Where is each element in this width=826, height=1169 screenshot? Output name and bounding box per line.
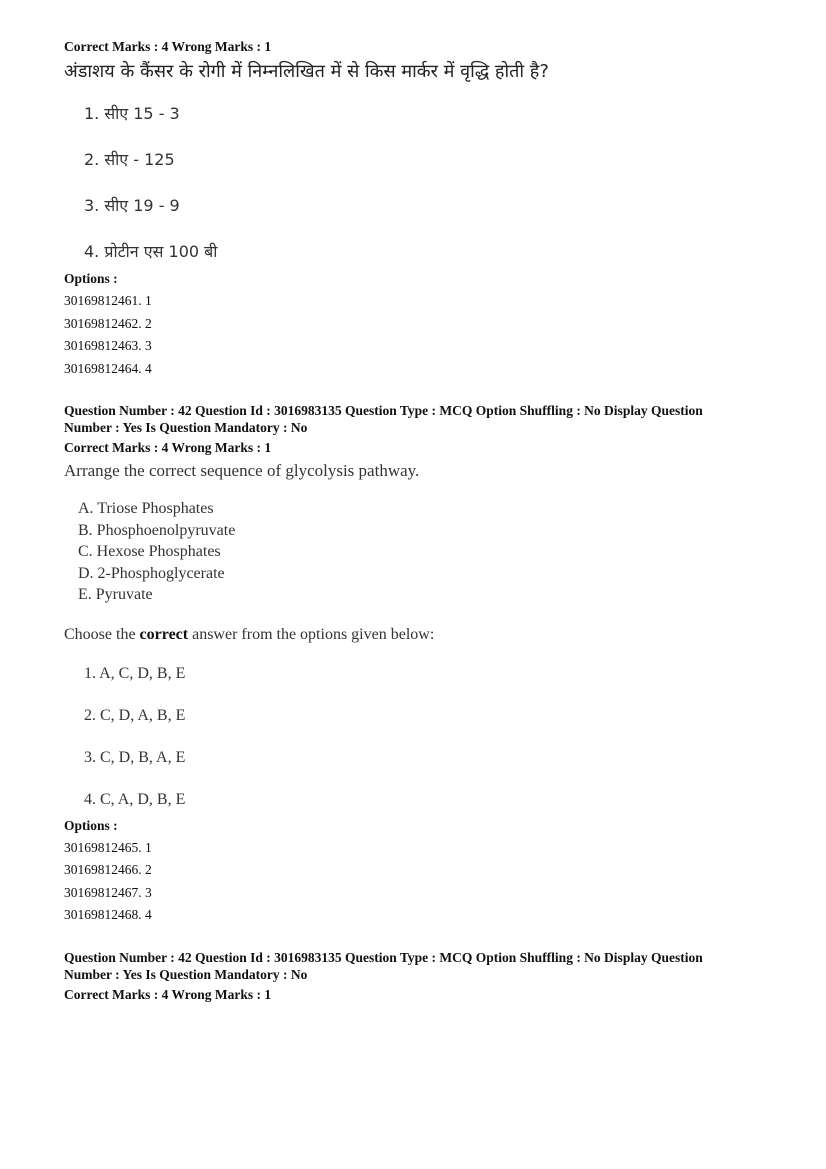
answer-choice: 1. A, C, D, B, E	[84, 664, 186, 682]
option-item: 30169812464. 4	[64, 360, 152, 376]
option-item: 30169812468. 4	[64, 907, 152, 922]
marks-line: Correct Marks : 4 Wrong Marks : 1	[64, 986, 272, 1002]
answer-choice: 3. सीए 19 - 9	[84, 196, 180, 215]
sequence-items	[78, 498, 774, 606]
sequence-item: D. 2-Phosphoglycerate	[78, 564, 225, 582]
question-header-line: Question Number : 42 Question Id : 3016983135 Question Type : MCQ Option Shuffling : No Display Question	[64, 949, 703, 965]
answer-choices	[84, 663, 774, 813]
question-header-line: Number : Yes Is Question Mandatory : No	[64, 420, 308, 435]
instruction-emphasis: correct	[139, 625, 189, 643]
answer-choice: 4. C, A, D, B, E	[84, 790, 186, 808]
sequence-item: B. Phosphoenolpyruvate	[78, 521, 236, 539]
options-label: Options :	[64, 817, 118, 833]
question-header-line: Question Number : 42 Question Id : 3016983135 Question Type : MCQ Option Shuffling : No Display Question	[64, 403, 703, 418]
sequence-item: C. Hexose Phosphates	[78, 543, 221, 560]
answer-choice: 3. C, D, B, A, E	[84, 748, 186, 766]
marks-line: Correct Marks : 4 Wrong Marks : 1	[64, 39, 272, 54]
options-list	[64, 837, 774, 927]
options-label: Options :	[64, 271, 118, 286]
marks-line: Correct Marks : 4 Wrong Marks : 1	[64, 440, 272, 455]
answer-choice: 4. प्रोटीन एस 100 बी	[84, 242, 218, 261]
question-paper-page	[64, 38, 774, 1003]
answer-choice: 1. सीए 15 - 3	[84, 104, 180, 123]
sequence-item: E. Pyruvate	[78, 586, 153, 603]
option-item: 30169812465. 1	[64, 839, 152, 855]
instruction-text	[64, 624, 774, 646]
option-item: 30169812461. 1	[64, 293, 152, 308]
option-item: 30169812466. 2	[64, 862, 152, 877]
answer-choice: 2. सीए - 125	[84, 150, 175, 169]
option-item: 30169812463. 3	[64, 338, 152, 353]
sequence-item: A. Triose Phosphates	[78, 500, 214, 517]
options-list	[64, 290, 774, 380]
question-header	[64, 402, 774, 436]
option-item: 30169812462. 2	[64, 315, 152, 331]
question-header	[64, 949, 774, 983]
answer-choices	[84, 102, 774, 266]
instruction-prefix: Choose the	[64, 625, 140, 643]
question-header-line: Number : Yes Is Question Mandatory : No	[64, 966, 308, 982]
instruction-suffix: answer from the options given below:	[188, 625, 435, 643]
answer-choice: 2. C, D, A, B, E	[84, 706, 186, 724]
option-item: 30169812467. 3	[64, 884, 152, 900]
question-text: Arrange the correct sequence of glycolysis pathway.	[64, 461, 420, 480]
question-text: अंडाशय के कैंसर के रोगी में निम्नलिखित में से किस मार्कर में वृद्धि होती है?	[64, 61, 549, 82]
